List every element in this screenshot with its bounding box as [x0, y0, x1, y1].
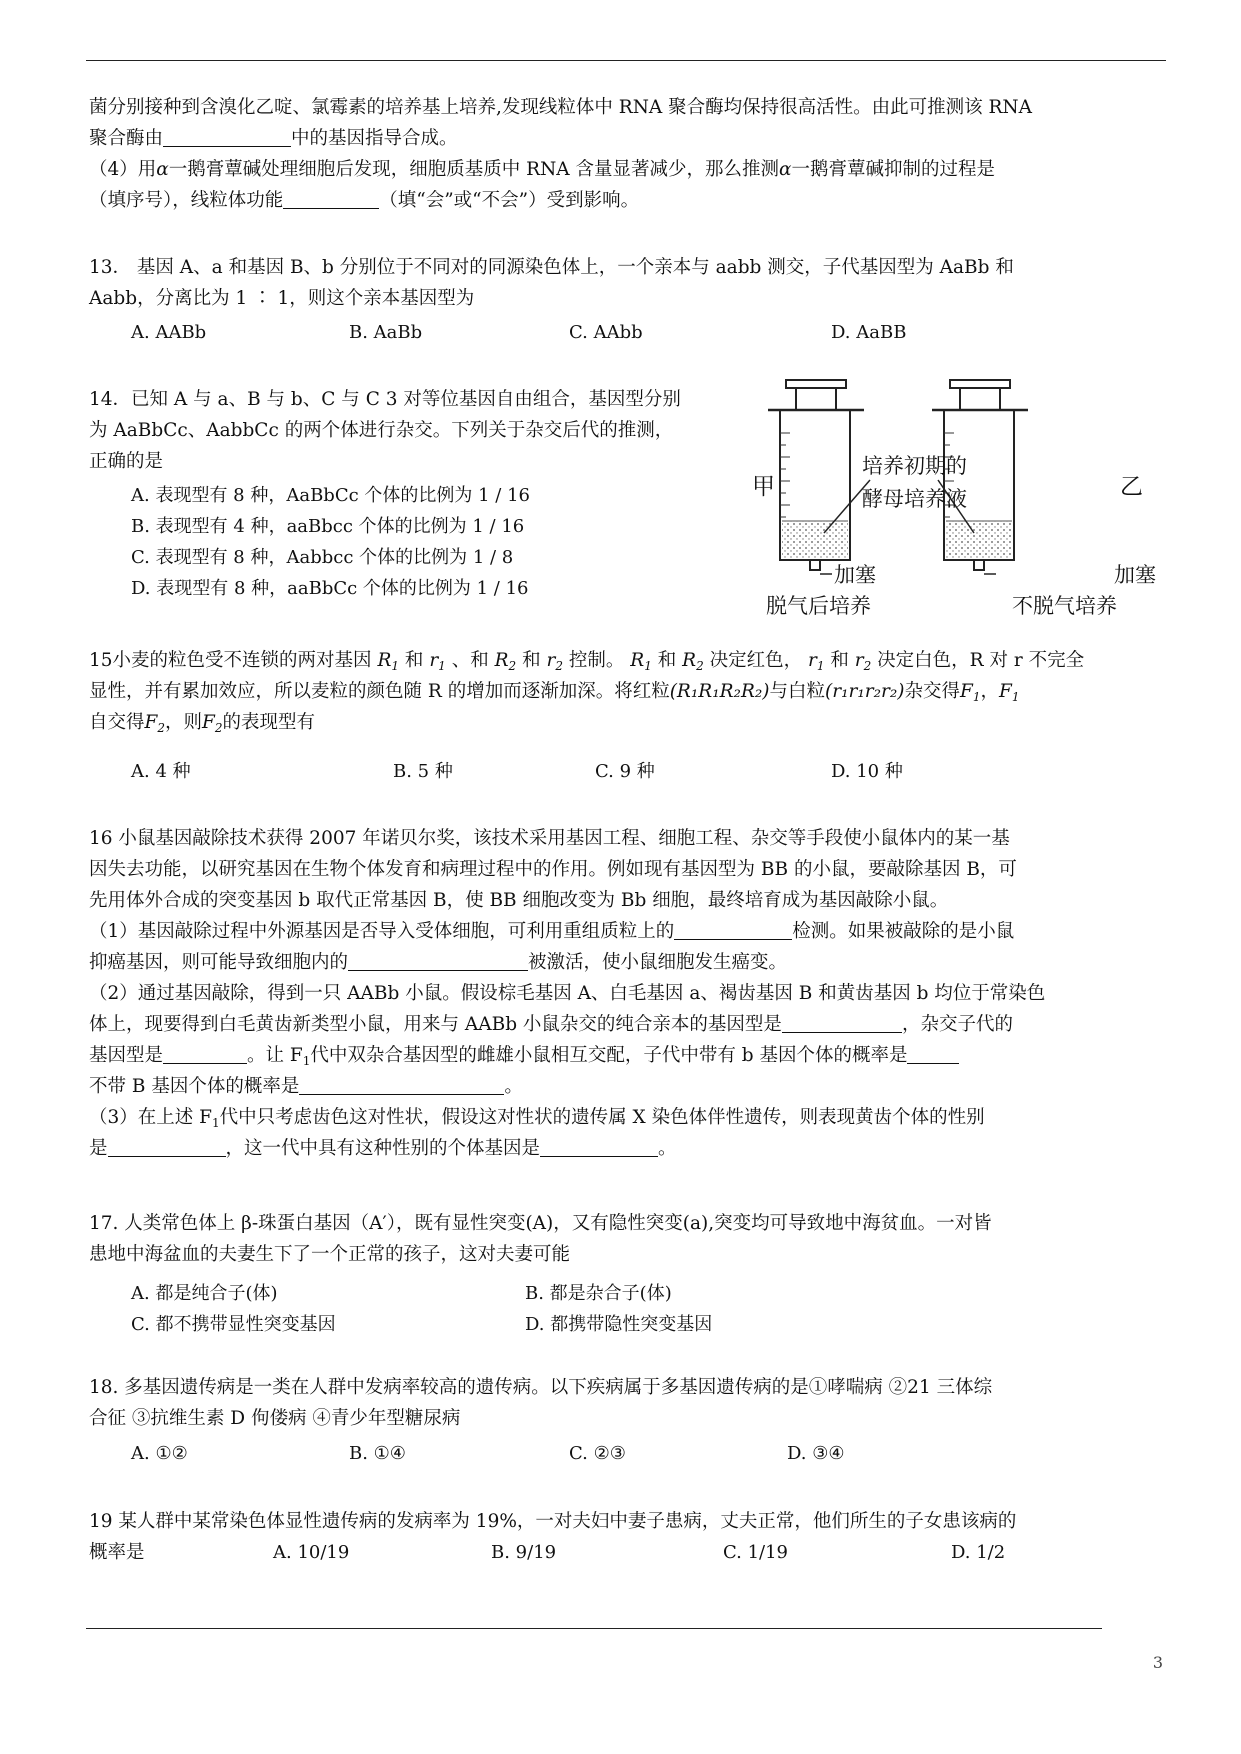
question-17-options [0, 1278, 1241, 1340]
question-13: 13． 基因 A、a 和基因 B、b 分别位于不同对的同源染色体上，一个亲本与 aabb 测交，子代基因型为 AaBb 和 Aabb，分离比为 1 ∶ 1，则这个亲本基因型为 [89, 257, 1014, 309]
answer-blank[interactable] [348, 950, 528, 971]
answer-blank[interactable] [907, 1043, 959, 1064]
alpha-symbol: α [156, 159, 169, 180]
callout-text-2: 酵母培养液 [862, 487, 967, 511]
option-a[interactable]: A. 4 种 [131, 761, 191, 782]
option-b[interactable]: B. ①④ [349, 1443, 406, 1464]
caption-left: 脱气后培养 [766, 594, 871, 618]
option-a[interactable]: A. 都是纯合子(体) [131, 1283, 278, 1304]
question-18: 18. 多基因遗传病是一类在人群中发病率较高的遗传病。以下疾病属于多基因遗传病的是①哮喘病 ②21 三体综 合征 ③抗维生素 D 佝偻病 ④青少年型糖尿病 [89, 1377, 993, 1429]
question-19: 19 某人群中某常染色体显性遗传病的发病率为 19%，一对夫妇中妻子患病，丈夫正常，他们所生的子女患该病的 概率是 [89, 1511, 1017, 1563]
option-b[interactable]: B. 都是杂合子(体) [525, 1283, 672, 1304]
option-a[interactable]: A. ①② [131, 1443, 188, 1464]
page-number: 3 [1152, 1653, 1163, 1672]
option-a[interactable]: A. 10/19 [273, 1542, 350, 1563]
question-14-options [131, 480, 751, 604]
answer-blank[interactable] [163, 1043, 247, 1064]
question-14: 14．已知 A 与 a、B 与 b、C 与 C 3 对等位基因自由组合，基因型分别 为 AaBbCc、AabbCc 的两个体进行杂交。下列关于杂交后代的推测， 正确的是 [89, 389, 681, 472]
option-b[interactable]: B. 表现型有 4 种，aaBbcc 个体的比例为 1 / 16 [131, 516, 525, 537]
answer-blank[interactable] [674, 919, 792, 940]
option-a[interactable]: A. 表现型有 8 种，AaBbCc 个体的比例为 1 / 16 [131, 485, 530, 506]
question-15: 15小麦的粒色受不连锁的两对基因 $R_1$ 和 $r_1$ 、和 $R_2$ 和 $r_2$ 控制。 $R_1$ 和 $R_2$ 决定红色， $r_1$ 和 $r_2$ 决定白色，R 对 r 不完全 显性，并有累加效应，所以麦粒的颜色随 R 的增加而逐渐加深。将红粒(R₁R₁R₂R₂)与白粒(r₁r₁r₂r₂)杂交得$F_1$，$F_1$ 自交得$F_2$，则$F_2$的表现型有 [89, 650, 1085, 735]
option-a[interactable]: A. AABb [131, 322, 207, 343]
answer-blank[interactable] [782, 1012, 902, 1033]
plug-label-right: 加塞 [1114, 563, 1156, 587]
yeast-culture-figure [738, 378, 1174, 618]
plug-label-left: 加塞 [834, 563, 876, 587]
label-left: 甲 [752, 474, 775, 500]
answer-blank[interactable] [163, 126, 291, 147]
question-12-continuation: 菌分别接种到含溴化乙啶、氯霉素的培养基上培养,发现线粒体中 RNA 聚合酶均保持很高活性。由此可推测该 RNA 聚合酶由 中的基因指导合成。 （4）用α一鹅膏蕈碱处理细胞后发现，细胞质基质中 RNA 含量显著减少，那么推测α一鹅膏蕈碱抑制的过程是 （填序号），线粒体功能 （填“会”或“不会”）受到影响。 [89, 92, 1164, 216]
callout-text-1: 培养初期的 [862, 454, 967, 478]
option-c[interactable]: C. AAbb [569, 322, 643, 343]
answer-blank[interactable] [540, 1136, 658, 1157]
option-c[interactable]: C. 都不携带显性突变基因 [131, 1314, 336, 1335]
answer-blank[interactable] [283, 188, 379, 209]
question-16: 16 小鼠基因敲除技术获得 2007 年诺贝尔奖，该技术采用基因工程、细胞工程、杂交等手段使小鼠体内的某一基 因失去功能，以研究基因在生物个体发育和病理过程中的作用。例如现有基因型为 BB 的小鼠，要敲除基因 B，可 先用体外合成的突变基因 b 取代正常基因 B，使 BB 细胞改变为 Bb 细胞，最终培育成为基因敲除小鼠。 （1）基因敲除过程中外源基因是否导入受体细胞，可利用重组质粒上的 检测。如果被敲除的是小鼠 抑癌基因，则可能导致细胞内的 被激活，使小鼠细胞发生癌变。 （2）通过基因敲除，得到一只 AABb 小鼠。假设棕毛基因 A、白毛基因 a、褐齿基因 B 和黄齿基因 b 均位于常染色 体上，现要得到白毛黄齿新类型小鼠，用来与 AABb 小鼠杂交的纯合亲本的基因型是 ，杂交子代的 基因型是 。让 $F_1$代中双杂合基因型的雌雄小鼠相互交配，子代中带有 b 基因个体的概率是 不带 B 基因个体的概率是 。 （3）在上述 $F_1$代中只考虑齿色这对性状，假设这对性状的遗传属 X 染色体伴性遗传，则表现黄齿个体的性别 是 ，这一代中具有这种性别的个体基因是 。 [89, 828, 1046, 1159]
option-b[interactable]: B. 9/19 [491, 1542, 557, 1563]
option-c[interactable]: C. 表现型有 8 种，Aabbcc 个体的比例为 1 / 8 [131, 547, 514, 568]
left-cylinder [768, 380, 864, 570]
option-d[interactable]: D. 表现型有 8 种，aaBbCc 个体的比例为 1 / 16 [131, 578, 529, 599]
answer-blank[interactable] [299, 1074, 504, 1095]
option-c[interactable]: C. 1/19 [723, 1542, 788, 1563]
option-b[interactable]: B. 5 种 [393, 761, 453, 782]
option-d[interactable]: D. 1/2 [951, 1542, 1006, 1563]
option-d[interactable]: D. 都携带隐性突变基因 [525, 1314, 713, 1335]
option-b[interactable]: B. AaBb [349, 322, 423, 343]
header-rule [86, 60, 1166, 61]
option-c[interactable]: C. 9 种 [595, 761, 655, 782]
option-d[interactable]: D. ③④ [787, 1443, 845, 1464]
option-c[interactable]: C. ②③ [569, 1443, 626, 1464]
option-d[interactable]: D. AaBB [831, 322, 907, 343]
question-17: 17. 人类常色体上 β-珠蛋白基因（A′），既有显性突变(A)，又有隐性突变(a),突变均可导致地中海贫血。一对皆 患地中海盆血的夫妻生下了一个正常的孩子，这对夫妻可能 [89, 1213, 992, 1265]
caption-right: 不脱气培养 [1012, 594, 1117, 618]
answer-blank[interactable] [108, 1136, 226, 1157]
footer-rule [86, 1628, 1102, 1629]
label-right: 乙 [1120, 474, 1143, 500]
text-line: 菌分别接种到含溴化乙啶、氯霉素的培养基上培养,发现线粒体中 RNA 聚合酶均保持很高活性。由此可推测该 RNA [89, 97, 1032, 118]
option-d[interactable]: D. 10 种 [831, 761, 903, 782]
